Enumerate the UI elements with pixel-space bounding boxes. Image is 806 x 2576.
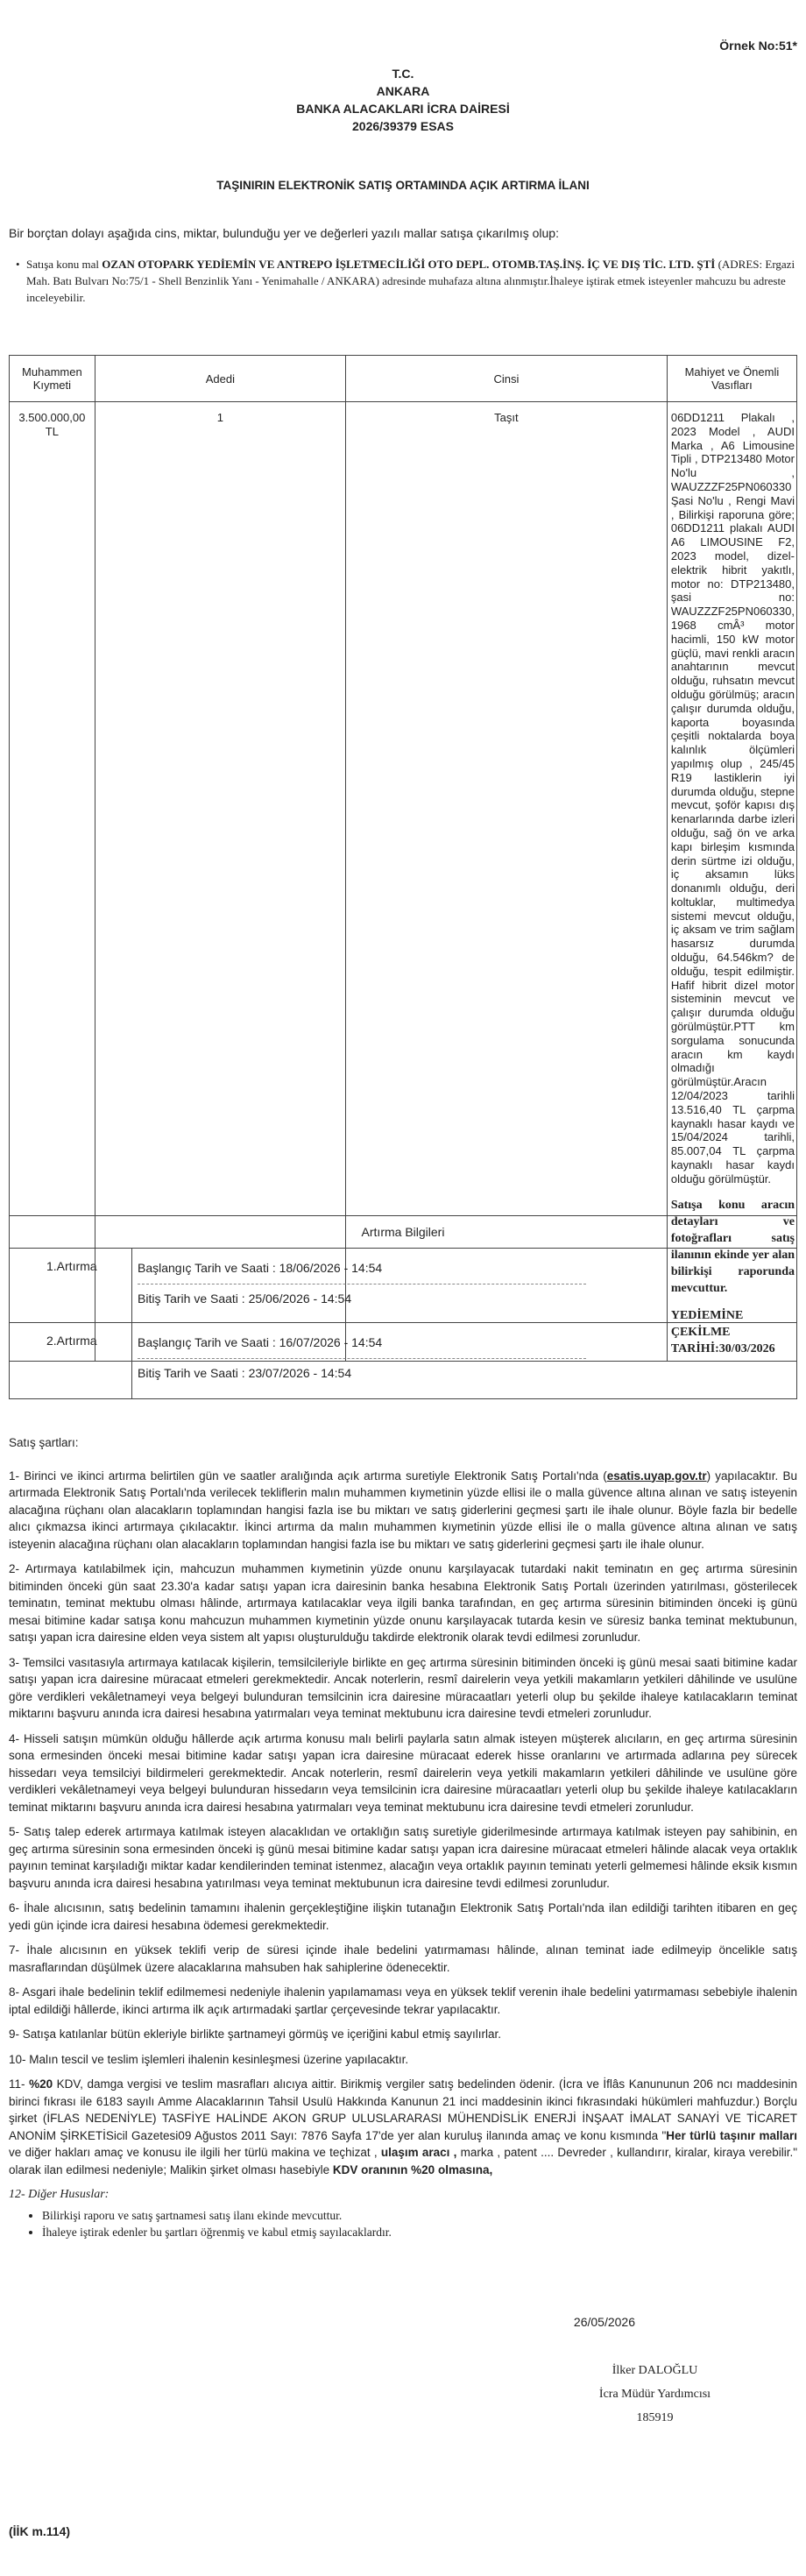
header-adet: Adedi (95, 356, 345, 402)
header-line-tc: T.C. (392, 67, 414, 81)
header-line-esas: 2026/39379 ESAS (352, 119, 454, 133)
list-item: • Bilirkişi raporu ve satış şartnamesi satış ilanı ekinde mevcuttur. (42, 2207, 797, 2224)
goods-table (9, 355, 797, 1362)
bullet-icon: • (16, 258, 20, 271)
condition-3: 3- Temsilci vasıtasıyla artırmaya katılacak kişilerin, temsilcileriyle birlikte en geç artırma süresinin bitiminden önceki iş günü mesai saati bitimine kadar satışı yapan icra dairesine müracaat etmeleri gerekmektedir. Ancak noterlerin, resmî dairelerin veya yetkili makamların yetkileri dâhilinde ve usulüne göre verdikleri vekâletnameyi veya belgeyi bulunduran temsilcinin icra dairesine müracaatları yeterli olup bu şekilde ihaleye katılacakların teminat miktarını başvuru anında icra dairesi hesabına yatırmaları veya teminat mektubunu icra dairesine tevdi etmeleri zorunludur. (9, 1655, 797, 1720)
artirma-title: Artırma Bilgileri (10, 1216, 796, 1249)
artirma-table (9, 1215, 797, 1399)
artirma-end: Bitiş Tarih ve Saati : 25/06/2026 - 14:54 (138, 1292, 352, 1306)
table-header-row (10, 356, 797, 402)
document-title: TAŞINIRIN ELEKTRONİK SATIŞ ORTAMINDA AÇIK ARTIRMA İLANI (216, 179, 590, 192)
artirma-label: 1.Artırma (10, 1249, 132, 1322)
artirma-row-2 (10, 1323, 796, 1398)
location-prefix: Satışa konu mal (26, 258, 103, 271)
document-date: 26/05/2026 (573, 2315, 635, 2329)
condition-5: 5- Satış talep ederek artırmaya katılmak isteyen alacaklıdan ve ortaklığın satış suretiyle giderilmesinde artırmaya katılmak isteyen pay sahibinin, en geç artırma süresinin sona ermesinden önceki iş günü mesai bitimine kadar satışı yapan icra dairesine müracaat etmeleri hâlinde alacak veya ortaklık payının teminat karşıladığı miktar kadar kendilerinden teminat istenmez, alacağın veya ortaklık payının teminatı yeterli gelmemesi hâlinde eksik kısmın başvuru anında icra dairesi hesabına yatırılması veya teminat mektubunun icra dairesine tevdi edilmesi zorunludur. (9, 1825, 797, 1890)
condition-4: 4- Hisseli satışın mümkün olduğu hâllerde açık artırma konusu malı belirli paylarla satın almak isteyen müşterek alıcıların, en geç artırma süresinin sona ermesinden önceki mesai bitimine kadar satışı yapan icra dairesine müracaat ederek hisse oranlarını ve artırmada adlarına pey sürecek hissedarı veya temsilciyi bildirmeleri gerekmektedir. Ancak noterlerin, resmî dairelerin veya yetkili makamların yetkileri dâhilinde ve usulüne göre verdikleri vekâletnameyi veya belgeyi bulunduran hissedarın veya temsilcinin icra dairesine müracaatları yeterli olup bu şekilde ihaleye katılacakların teminat miktarını başvuru anında icra dairesi hesabına yatırmaları veya teminat mektubunu icra dairesine tevdi etmeleri zorunludur. (9, 1731, 797, 1814)
artirma-end: Bitiş Tarih ve Saati : 23/07/2026 - 14:54 (138, 1366, 352, 1380)
intro-text: Bir borçtan dolayı aşağıda cins, miktar, bulunduğu yer ve değerleri yazılı mallar satışa çıkarılmış olup: (9, 226, 559, 240)
header-line-office: BANKA ALACAKLARI İCRA DAİRESİ (296, 102, 510, 116)
condition-6: 6- İhale alıcısının, satış bedelinin tamamını ihalenin gerçekleştiğine ilişkin tutanağın Elektronik Satış Portalı'nda ilan edildiği tarihten itibaren en geç yedi gün içinde icra dairesi hesabına ödemesi gerekmektedir. (9, 1901, 797, 1932)
header-kiymet: Muhammen Kıymeti (10, 356, 95, 402)
cell-adet: 1 (95, 402, 345, 1362)
signer-name: İlker DALOĞLU (612, 2364, 698, 2377)
office-header (9, 65, 797, 135)
mahiyet-text: 06DD1211 Plakalı , 2023 Model , AUDI Marka , A6 Limousine Tipli , DTP213480 Motor No'lu , WAUZZZF25PN060330 Şasi No'lu , Rengi Mavi , Bilirkişi raporuna göre; 06DD1211 plakalı AUDI A6 LIMOUSINE F2, 2023 model, dizel-elektrik hibrit yakıtlı, motor no: DTP213480, şasi no: WAUZZZF25PN060330, 1968 cmÂ³ motor hacimli, 150 kW motor güçlü, mavi renkli aracın anahtarının mevcut olduğu, ruhsatın mevcut olduğu görülmüş; aracın çalışır durumda olduğu, kaporta boyasında çeşitli noktalarda boya kalınlık ölçümleri yapılmış olup , 245/45 R19 lastiklerin iyi durumda olduğu, stepne mevcut, şoför kapısı dış kenarlarında darbe izleri olduğu, sağ ön ve arka kapı birleşim kısmında derin sürtme izi olduğu, iç aksamın lüks donanımlı olduğu, deri koltuklar, multimedya sistemi mevcut olduğu, iç aksam ve trim sağlam hasarsız durumda olduğu, 64.546km? de olduğu, tespit edilmiştir. Hafif hibrit dizel motor sisteminin mevcut ve çalışır durumda olduğu görülmüştür.PTT km sorgulama sonucunda aracın km kaydı olmadığı görülmüştür.Aracın 12/04/2023 tarihli 13.516,40 TL çarpma kaynaklı hasar kaydı ve 15/04/2024 tarihli, 85.007,04 TL çarpma kaynaklı hasar kaydı olduğu görülmüştür. (670, 411, 795, 1185)
sale-conditions (9, 1434, 797, 2240)
cell-cins: Taşıt (345, 402, 667, 1362)
location-place: OZAN OTOPARK YEDİEMİN VE ANTREPO İŞLETMECİLİĞİ OTO DEPL. OTOMB.TAŞ.İNŞ. İÇ VE DIŞ TİC. LTD. ŞTİ (102, 258, 716, 271)
esatis-link[interactable]: esatis.uyap.gov.tr (606, 1468, 707, 1483)
artirma-row-1 (10, 1249, 796, 1323)
header-line-city: ANKARA (376, 84, 430, 98)
condition-10: 10- Malın tescil ve teslim işlemleri ihalenin kesinleşmesi üzerine yapılacaktır. (9, 2052, 409, 2066)
artirma-label: 2.Artırma (10, 1323, 132, 1398)
ornek-number: Örnek No:51* (719, 39, 797, 53)
other-matters-heading: 12- Diğer Hususlar: (9, 2188, 110, 2201)
signer-number: 185919 (636, 2411, 674, 2424)
mahiyet-note-report: Satışa konu aracın detayları ve fotoğrafları satış ilanının ekinde yer alan bilirkişi raporunda mevcuttur. (670, 1198, 795, 1295)
condition-9: 9- Satışa katılanlar bütün ekleriyle birlikte şartnameyi görmüş ve içeriğini kabul etmiş sayılırlar. (9, 2028, 501, 2041)
other-matters-list (9, 2207, 797, 2240)
mahiyet-note-date: YEDİEMİNE ÇEKİLME TARİHİ:30/03/2026 (670, 1308, 775, 1355)
location-address: (ADRES: Ergazi Mah. Batı Bulvarı No:75/1 - Shell Benzinlik Yanı - Yenimahalle / ANKARA) adresinde muhafaza altına alınmıştır.İhaleye iştirak etmek isteyenler mahcuzu bu adreste inceleyebilir. (26, 258, 795, 304)
list-item: • İhaleye iştirak edenler bu şartları öğrenmiş ve kabul etmiş sayılacaklardır. (42, 2224, 797, 2240)
cell-kiymet: 3.500.000,00 TL (10, 402, 95, 1362)
dashed-divider (138, 1358, 586, 1359)
condition-1: 1- Birinci ve ikinci artırma belirtilen gün ve saatler aralığında açık artırma suretiyle Elektronik Satış Portalı'nda (esatis.uyap.gov.tr) yapılacaktır. Bu artırmada Elektronik Satış Portalı'nda verilecek tekliflerin malın muhammen kıymetinin yüzde ellisi ile o malla güvence altına alınan ve satış isteyenin alacağına rüçhanı olan alacakların toplamından hangisi fazla ise bu miktarı ve satış giderlerini geçmesi şartı ile ihale olunur. Böyle fazla bir bedelle alıcı çıkmazsa ikinci artırmaya çıkılacaktır. İkinci artırma da malın muhammen kıymetinin yüzde ellisi ile o malla güvence altına alınan ve satış isteyenin alacağına rüçhanı olan alacakların toplamından hangisi fazla ise bu miktarı ve satış giderlerini geçmesi şartı ile ihale olunur. (9, 1468, 797, 1551)
signature-block (583, 2359, 727, 2430)
condition-8: 8- Asgari ihale bedelinin teklif edilmemesi nedeniyle ihalenin yapılamaması veya en yüksek teklif verenin ihale bedelini yatırmaması sebebiyle ihalenin iptal edildiği hâllerde, ikinci artırma ilk açık artırmadaki şartlar çerçevesinde tekrar yapılacaktır. (9, 1985, 797, 2016)
condition-7: 7- İhale alıcısının en yüksek teklifi verip de süresi içinde ihale bedelini yatırmaması hâlinde, alınan teminat iade edilmeyip öncelikle satış masraflarından düşülmek üzere alacaklarına mahsuben hak sahiplerine ödenecektir. (9, 1943, 797, 1974)
conditions-heading: Satış şartları: (9, 1436, 79, 1449)
artirma-start: Başlangıç Tarih ve Saati : 16/07/2026 - 14:54 (138, 1335, 383, 1349)
form-reference: (İİK m.114) (9, 2524, 71, 2538)
header-cins: Cinsi (345, 356, 667, 402)
header-mahiyet: Mahiyet ve Önemli Vasıfları (667, 356, 796, 402)
location-paragraph (16, 256, 797, 306)
artirma-start: Başlangıç Tarih ve Saati : 18/06/2026 - 14:54 (138, 1261, 383, 1275)
condition-11: 11- %20 KDV, damga vergisi ve teslim masrafları alıcıya aittir. Birikmiş vergiler satış bedelinden ödenir. (İcra ve İflâs Kanununun 206 ncı maddesinin birinci fıkrası ile 6183 sayılı Amme Alacaklarının Tahsil Usulü Hakkında Kanunun 21 inci maddesinin ikinci fıkrasındaki hükümleri mahfuzdur.) Borçlu şirket (İFLAS NEDENİYLE) TASFİYE HALİNDE AKON GRUP ULUSLARARASI MÜHENDİSLİK ENERJİ İNŞAAT İMALAT SANAYİ VE TİCARET ANONİM ŞİRKETİSicil Gazetesi09 Ağustos 2011 Sayı: 7876 Sayfa 17'de yer alan kuruluş ilanında amaç ve konu kısmında "Her türlü taşınır malları ve diğer hakları amaç ve konusu ile ilgili her türlü makina ve teçhizat , ulaşım aracı , marka , patent .... Devreder , kullandırır, kiralar, kiraya verebilir." olarak ilan edilmesi nedeniyle; Malikin şirket olması hasebiyle KDV oranının %20 olmasına, (9, 2077, 797, 2176)
condition-2: 2- Artırmaya katılabilmek için, mahcuzun muhammen kıymetinin yüzde onunu karşılayacak tutardaki nakit teminatın en geç artırma süresinin bitiminden önceki gün saat 23.30'a kadar satışı yapan icra dairesinin banka hesabına Elektronik Satış Portalı üzerinden yatırılması, gösterilecek teminatın, teminat mektubu olması hâlinde, artırmaya katılacaklar veya ilgili banka tarafından, en geç artırma süresinin bitiminden önceki iş günü mesai bitimine kadar satışa konu mahcuzun muhammen kıymetinin yüzde onunu karşılayacak tutarda kesin ve süresiz banka teminat mektubunun, satışı yapan icra dairesine elden veya sistem alt yapısı oluşturulduğu takdirde elektronik olarak tevdi edilmesi zorunludur. (9, 1562, 797, 1644)
signer-title: İcra Müdür Yardımcısı (598, 2388, 711, 2401)
